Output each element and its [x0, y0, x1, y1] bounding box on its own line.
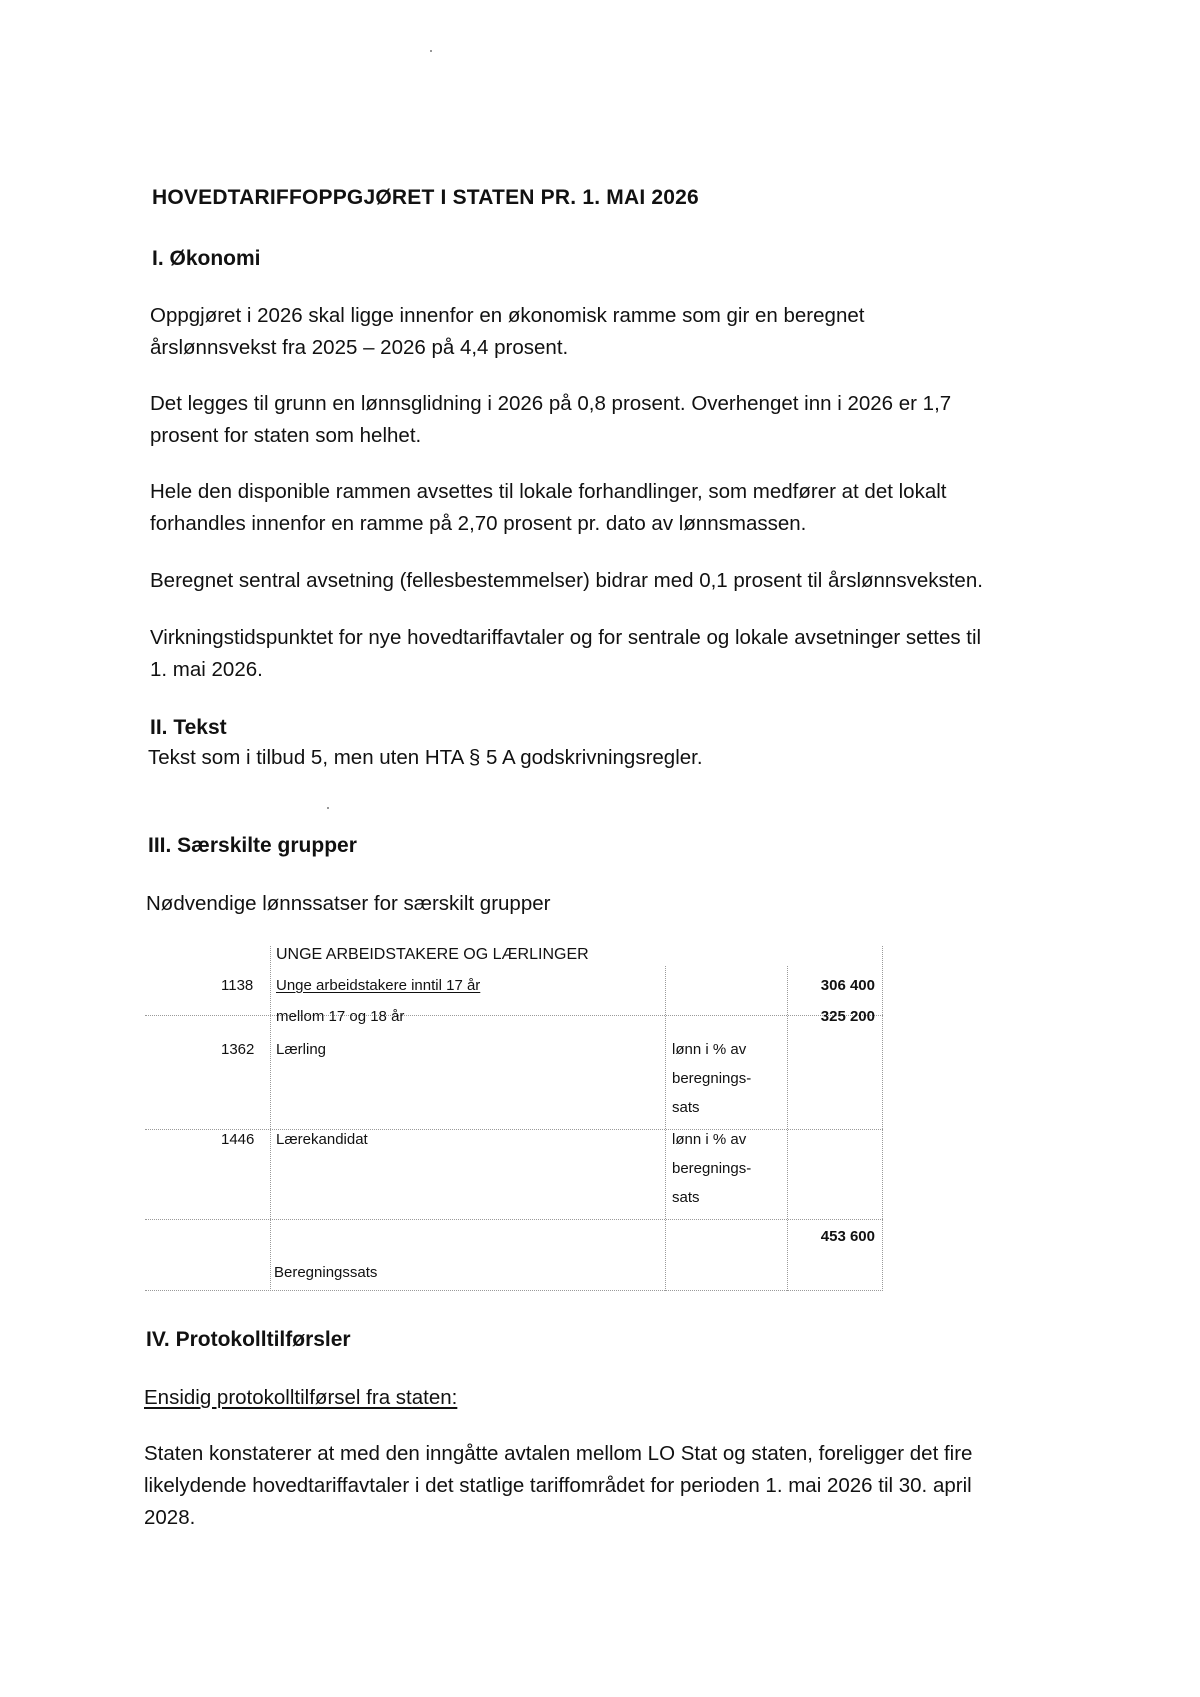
row-label: mellom 17 og 18 år — [276, 1008, 405, 1025]
wage-rates-table — [145, 946, 883, 1291]
row-note: sats — [672, 1189, 700, 1206]
row-note: lønn i % av — [672, 1041, 747, 1058]
table-section-title: UNGE ARBEIDSTAKERE OG LÆRLINGER — [276, 946, 589, 963]
row-label: Unge arbeidstakere inntil 17 år — [276, 977, 481, 994]
paragraph-line: prosent for staten som helhet. — [150, 424, 422, 447]
paragraph-line: Staten konstaterer at med den inngåtte avtalen mellom LO Stat og staten, foreligger det fire — [144, 1442, 973, 1465]
row-label: Lærekandidat — [276, 1131, 368, 1148]
row-code: 1138 — [221, 977, 254, 994]
section-heading-okonomi: I. Økonomi — [152, 247, 261, 270]
row-value: 453 600 — [820, 1228, 875, 1245]
row-note: beregnings- — [672, 1070, 752, 1087]
protokoll-subheading: Ensidig protokolltilførsel fra staten: — [144, 1386, 458, 1409]
paragraph-line: Virkningstidspunktet for nye hovedtariffavtaler og for sentrale og lokale avsetninger settes til — [150, 626, 982, 649]
section-heading-tekst: II. Tekst — [150, 716, 227, 739]
paragraph-line: Oppgjøret i 2026 skal ligge innenfor en økonomisk ramme som gir en beregnet — [150, 304, 865, 327]
row-note: beregnings- — [672, 1160, 752, 1177]
paragraph-line: forhandles innenfor en ramme på 2,70 prosent pr. dato av lønnsmassen. — [150, 512, 807, 535]
row-label: Lærling — [276, 1041, 327, 1058]
paragraph-line: Beregnet sentral avsetning (fellesbestemmelser) bidrar med 0,1 prosent til årslønnsveksten. — [150, 569, 983, 592]
row-note: sats — [672, 1099, 700, 1116]
paragraph-line: årslønnsvekst fra 2025 – 2026 på 4,4 prosent. — [150, 336, 569, 359]
paragraph-line: 2028. — [144, 1506, 196, 1529]
section-heading-grupper: III. Særskilte grupper — [148, 834, 357, 857]
paragraph-line: Det legges til grunn en lønnsglidning i 2026 på 0,8 prosent. Overhenget inn i 2026 er 1,7 — [150, 392, 952, 415]
paragraph-line: likelydende hovedtariffavtaler i det statlige tariffområdet for perioden 1. mai 2026 til 30. april — [144, 1474, 972, 1497]
section-heading-protokoll: IV. Protokolltilførsler — [146, 1328, 351, 1351]
paragraph-line: Tekst som i tilbud 5, men uten HTA § 5 A godskrivningsregler. — [148, 746, 703, 769]
row-value: 325 200 — [820, 1008, 875, 1025]
paragraph-line: 1. mai 2026. — [150, 658, 263, 681]
paragraph-line: Hele den disponible rammen avsettes til lokale forhandlinger, som medfører at det lokalt — [150, 480, 947, 503]
row-code: 1362 — [221, 1041, 255, 1058]
row-label: Beregningssats — [274, 1264, 378, 1281]
document-title: HOVEDTARIFFOPPGJØRET I STATEN PR. 1. MAI 2026 — [152, 186, 699, 209]
paragraph-line: Nødvendige lønnssatser for særskilt grupper — [146, 892, 551, 915]
row-note: lønn i % av — [672, 1131, 747, 1148]
row-value: 306 400 — [820, 977, 875, 994]
row-code: 1446 — [221, 1131, 255, 1148]
